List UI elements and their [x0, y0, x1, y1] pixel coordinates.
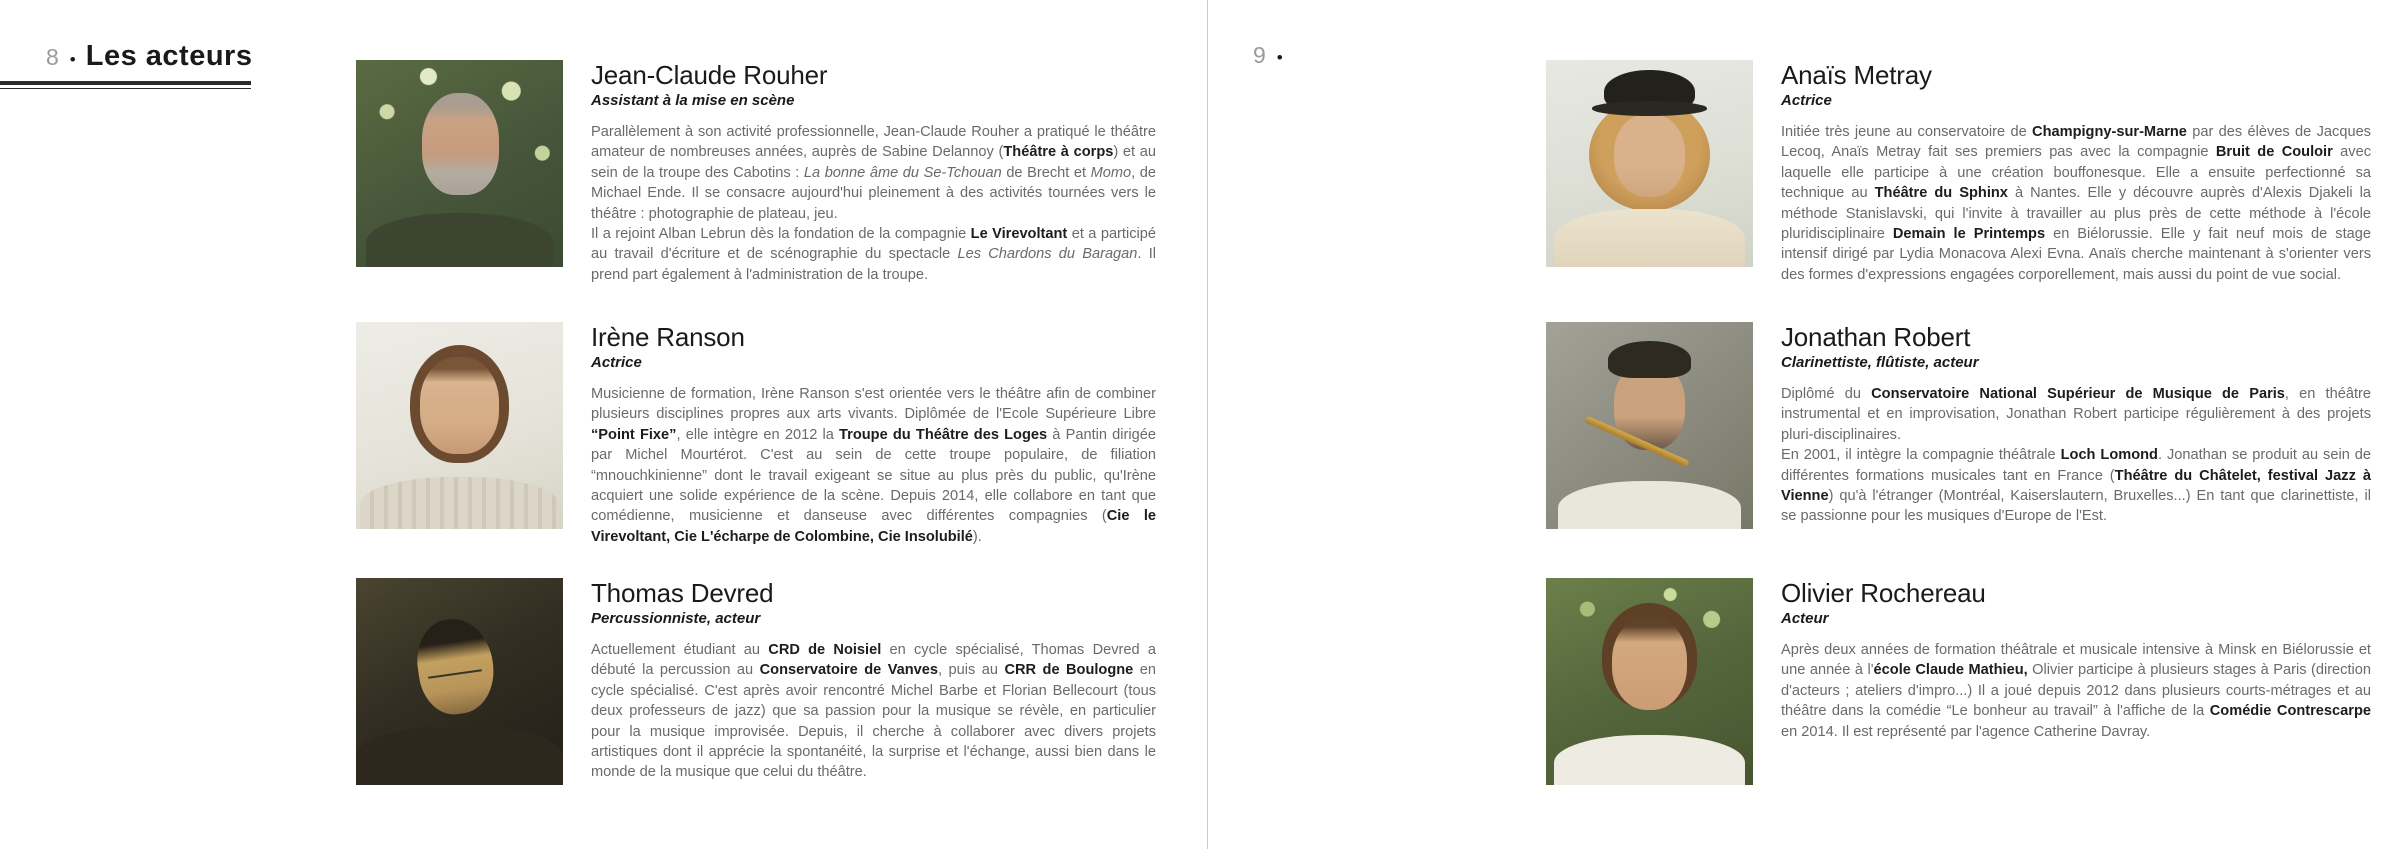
profile-role: Acteur	[1781, 610, 1829, 627]
portrait-torso	[1554, 735, 1744, 785]
profile-text	[591, 60, 1156, 285]
portrait-torso	[360, 477, 559, 529]
profile-bio: Initiée très jeune au conservatoire de Champigny-sur-Marne par des élèves de Jacques Lecoq, Anaïs Metray fait ses premiers pas avec la compagnie Bruit de Couloir avec laquelle elle participe à une création bouffonesque. Elle a ensuite perfectionné sa technique au Théâtre du Sphinx à Nantes. Elle y découvre auprès d'Alexis Djakeli la méthode Stanislavski, qui l'invite à travailler au plus près de cette méthode à l'école pluridisciplinaire Demain le Printemps en Biélorussie. Elle y fait neuf mois de stage intensif dirigé par Lydia Monacova Alexi Evna. Anaïs cherche maintenant à s'orienter vers des formes d'expressions engagées corporellement, mais aussi du point de vue social.	[1781, 124, 2372, 283]
right-page-number: 9	[1253, 42, 1267, 68]
photo-anais-metray	[1546, 60, 1753, 267]
profile-text	[591, 322, 1156, 547]
bullet-separator: •	[69, 50, 76, 69]
profile-bio: Parallèlement à son activité professionnelle, Jean-Claude Rouher a pratiqué le théâtre amateur de nombreuses années, auprès de Sabine Delannoy (Théâtre à corps) et au sein de la troupe des Cabotins : La bonne âme du Se-Tchouan de Brecht et Momo, de Michael Ende. Il se consacre aujourd'hui pleinement à des activités tournées vers le théâtre : photographie de plateau, jeu. Il a rejoint Alban Lebrun dès la fondation de la compagnie Le Virevoltant et a participé au travail d'écriture et de scénographie du spectacle Les Chardons du Baragan. Il prend part également à l'administration de la troupe.	[591, 124, 1157, 283]
page-gutter-divider	[1207, 0, 1208, 849]
portrait-head	[1612, 617, 1687, 710]
profile-role: Assistant à la mise en scène	[591, 92, 795, 109]
portrait-torso	[356, 727, 563, 785]
profile-name: Thomas Devred	[591, 578, 774, 608]
bullet-separator: •	[1276, 48, 1283, 67]
profile-bio: Diplômé du Conservatoire National Supérieur de Musique de Paris, en théâtre instrumental et en improvisation, Jonathan Robert participe régulièrement à des projets pluri-disciplinaires. En 2001, il intègre la compagnie théâtrale Loch Lomond. Jonathan se produit au sein de différentes formations musicales tant en France (Théâtre du Châtelet, festival Jazz à Vienne) qu'à l'étranger (Montréal, Kaiserslautern, Bruxelles...) En tant que clarinettiste, il se passionne pour les musiques d'Europe de l'Est.	[1781, 386, 2371, 525]
right-page-header	[1253, 42, 1283, 69]
profile-thomas-devred	[356, 578, 1156, 785]
profile-bio: Musicienne de formation, Irène Ranson s'est orientée vers le théâtre afin de combiner plusieurs disciplines propres aux arts vivants. Diplômée de l'Ecole Supérieure Libre “Point Fixe”, elle intègre en 2012 la Troupe du Théâtre des Loges à Pantin dirigée par Michel Mourtérot. C'est au sein de cette troupe populaire, de filiation “mnouchkinienne” dont le travail exigeant se situe au plus près du public, qu'Irène acquiert une solide expérience de la scène. Depuis 2014, elle collabore en tant que comédienne, musicienne et danseuse avec différentes compagnies (Cie le Virevoltant, Cie L'écharpe de Colombine, Cie Insolubilé).	[591, 386, 1156, 545]
portrait-head	[412, 615, 499, 720]
profile-text	[1781, 322, 2371, 529]
portrait-torso	[1554, 209, 1744, 267]
profile-name: Anaïs Metray	[1781, 60, 1932, 90]
portrait-torso	[1558, 481, 1740, 529]
portrait-head	[1614, 114, 1684, 197]
portrait-hat-brim	[1592, 101, 1708, 115]
header-double-rule	[0, 81, 251, 89]
portrait-torso	[366, 213, 552, 267]
profile-name: Jonathan Robert	[1781, 322, 1971, 352]
profile-anais-metray	[1546, 60, 2371, 285]
portrait-head	[420, 357, 499, 454]
profile-text	[1781, 60, 2371, 285]
profile-jonathan-robert	[1546, 322, 2371, 529]
photo-jean-claude-rouher	[356, 60, 563, 267]
left-page-number: 8	[46, 44, 60, 70]
portrait-head	[422, 93, 499, 194]
left-page-header	[46, 40, 252, 73]
photo-jonathan-robert	[1546, 322, 1753, 529]
page-title: Les acteurs	[85, 40, 253, 72]
photo-olivier-rochereau	[1546, 578, 1753, 785]
profile-role: Actrice	[591, 354, 642, 371]
profile-role: Actrice	[1781, 92, 1832, 109]
profile-bio: Actuellement étudiant au CRD de Noisiel en cycle spécialisé, Thomas Devred a débuté la percussion au Conservatoire de Vanves, puis au CRR de Boulogne en cycle spécialisé. C'est après avoir rencontré Michel Barbe et Florian Bellecourt (tous deux professeurs de jazz) que sa passion pour la musique se révèle, en particulier pour la musique improvisée. Depuis, il cherche à collaborer avec divers projets artistiques dont il apprécie la spontanéité, la surprise et l'échange, aussi bien dans le monde de la musique que celui du théâtre.	[591, 642, 1157, 781]
profile-text	[591, 578, 1156, 785]
profile-name: Irène Ranson	[591, 322, 745, 352]
profile-role: Percussionniste, acteur	[591, 610, 761, 627]
profile-text	[1781, 578, 2371, 785]
profile-irene-ranson	[356, 322, 1156, 547]
profile-name: Jean-Claude Rouher	[591, 60, 828, 90]
photo-irene-ranson	[356, 322, 563, 529]
profile-role: Clarinettiste, flûtiste, acteur	[1781, 354, 1979, 371]
profile-jean-claude-rouher	[356, 60, 1156, 285]
portrait-hat	[1608, 341, 1691, 378]
profile-name: Olivier Rochereau	[1781, 578, 1986, 608]
photo-thomas-devred	[356, 578, 563, 785]
profile-olivier-rochereau	[1546, 578, 2371, 785]
profile-bio: Après deux années de formation théâtrale et musicale intensive à Minsk en Biélorussie et une année à l'école Claude Mathieu, Olivier participe à plusieurs stages à Paris (direction d'acteurs ; ateliers d'impro...) Il a joué depuis 2012 dans plusieurs courts-métrages et au théâtre dans la comédie “Le bonheur au travail” à l'affiche de la Comédie Contrescarpe en 2014. Il est représenté par l'agence Catherine Davray.	[1781, 642, 2371, 740]
